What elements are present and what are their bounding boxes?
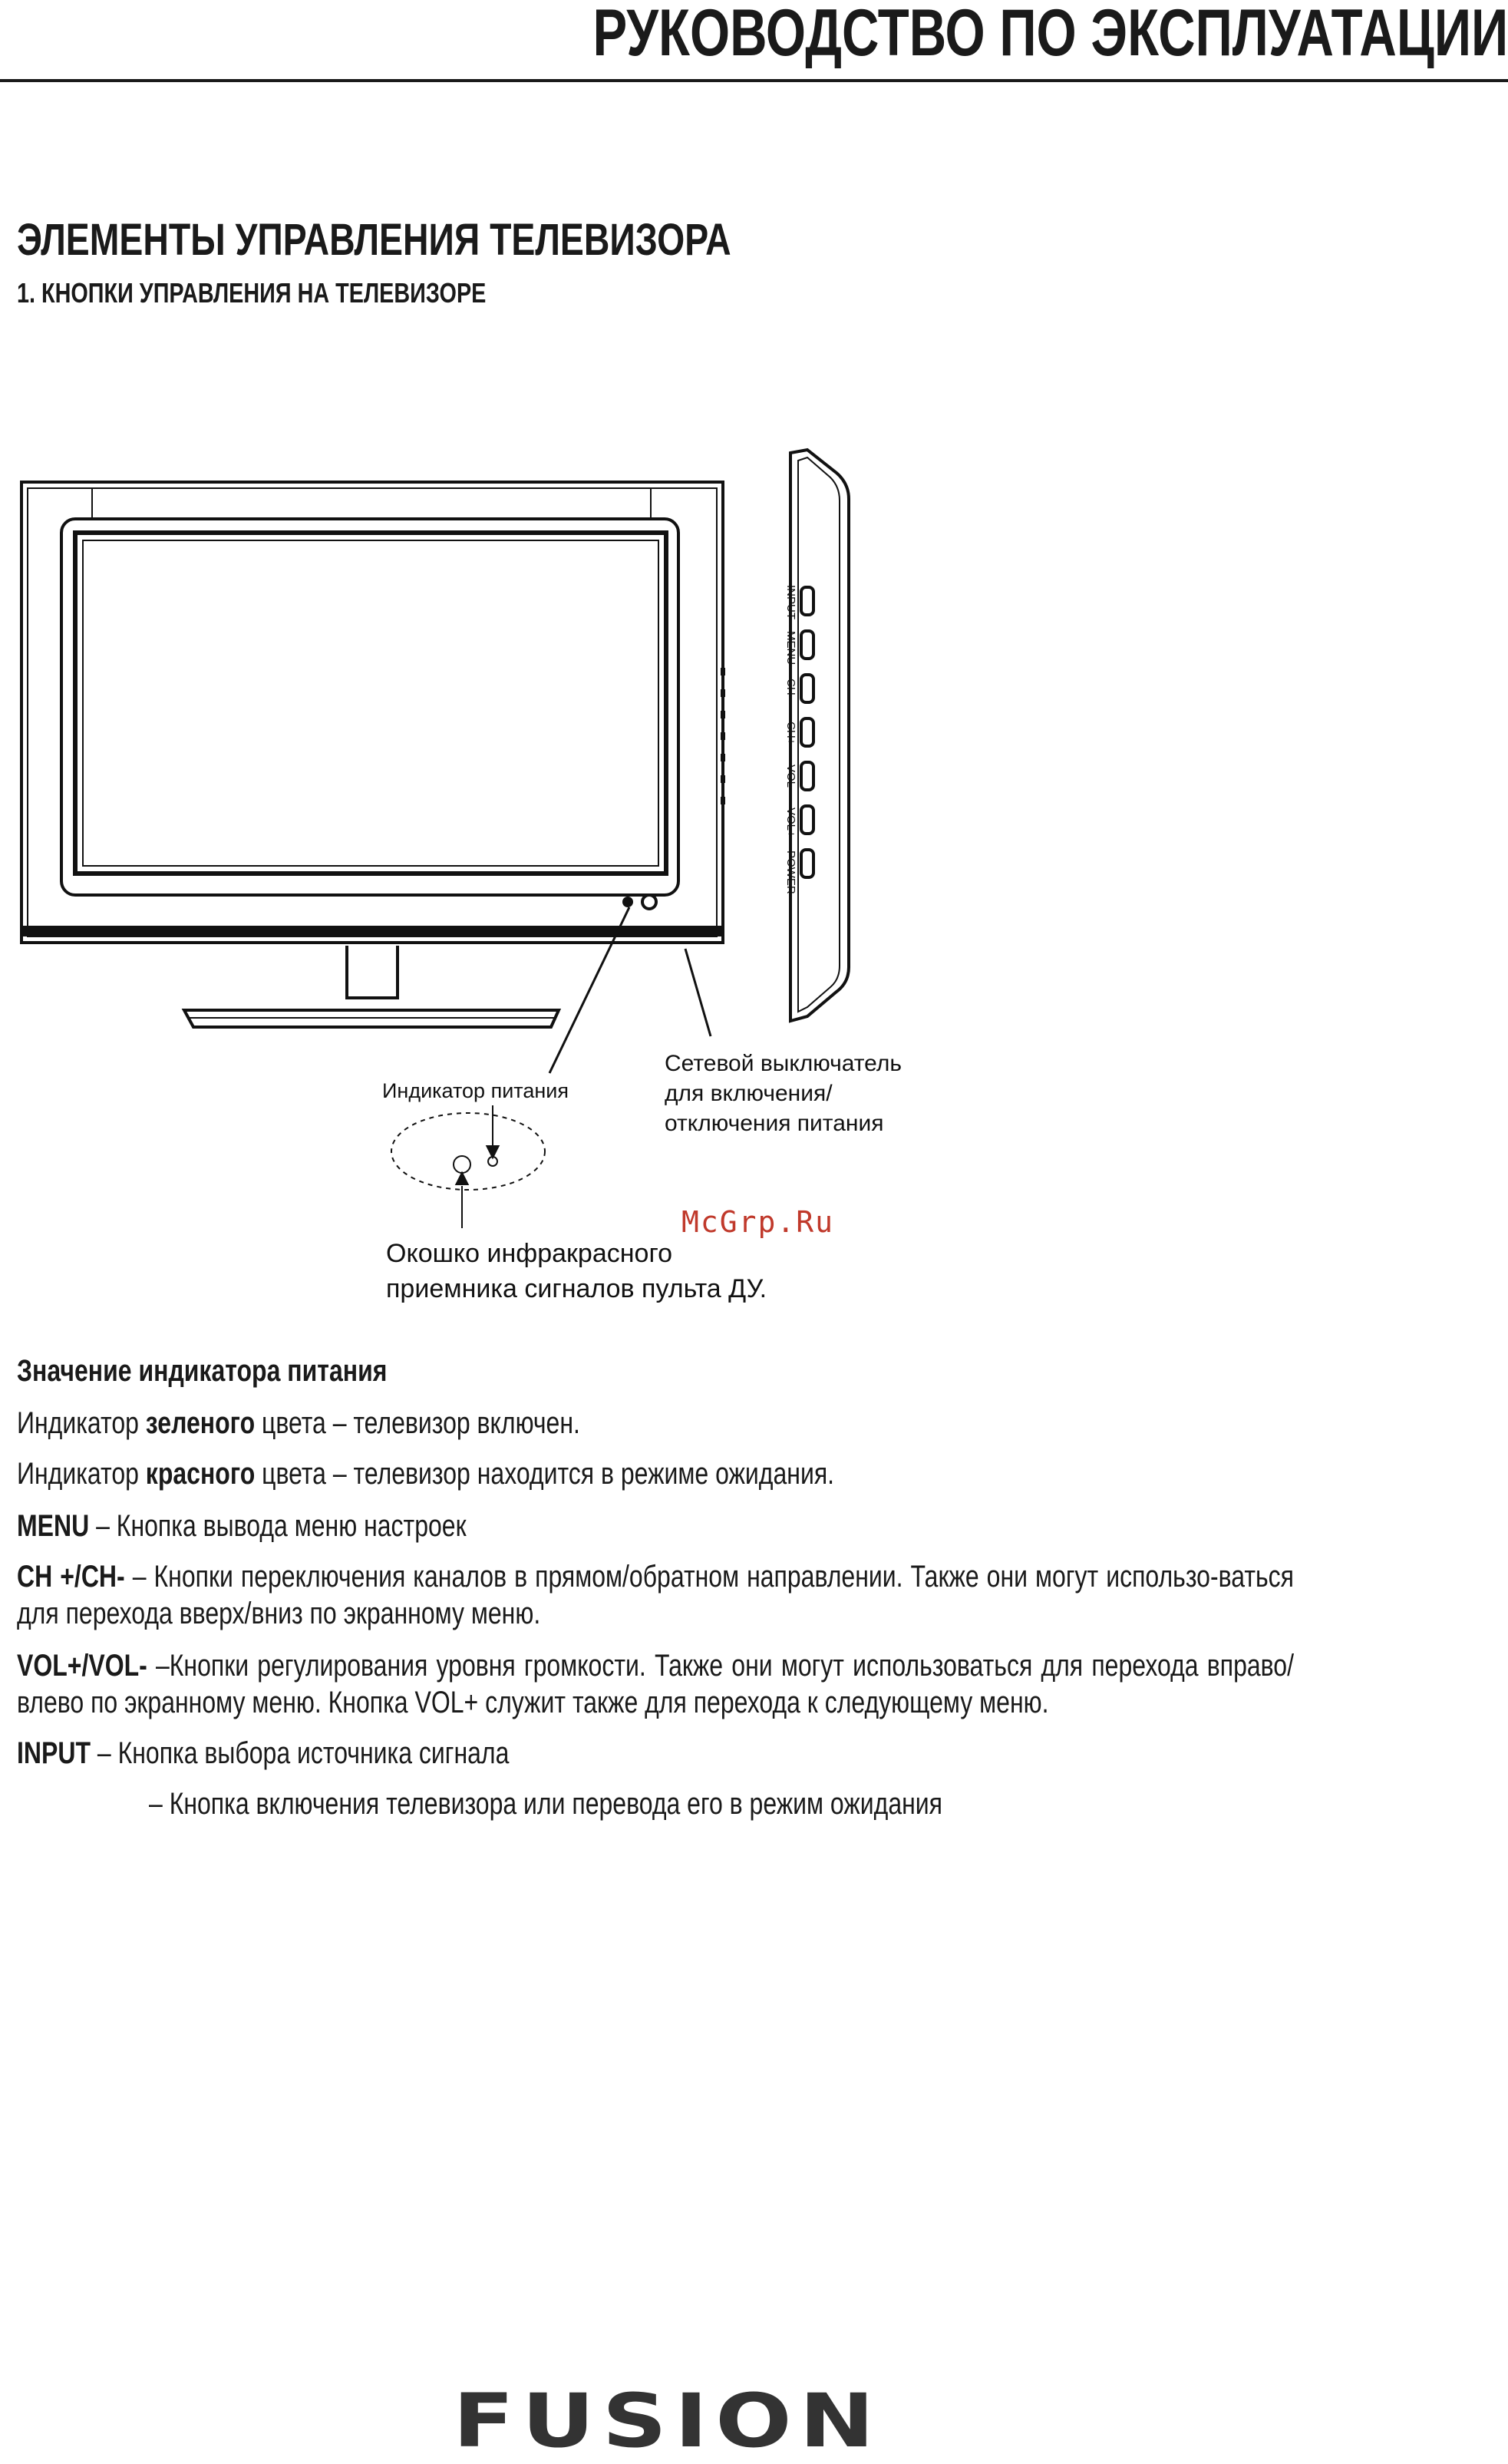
tv-screen: [75, 533, 666, 874]
callout-ir-window: [386, 1236, 767, 1306]
tv-stand-neck: [347, 946, 398, 998]
side-button-ch-minus: [801, 675, 813, 702]
desc-input: INPUT – Кнопка выбора источника сигнала: [17, 1736, 510, 1770]
desc-vol: VOL+/VOL- –Кнопки регулирования уровня громкости. Также они могут использоваться для перехода вправо/влево по экранному меню. Кнопка VOL+ служит также для перехода к следующему меню.: [17, 1649, 1294, 1719]
tv-bezel: [61, 519, 678, 895]
callout-power-switch: [665, 1049, 902, 1138]
side-label-menu: MENU: [784, 631, 797, 666]
side-label-input: INPUT: [784, 585, 797, 619]
tv-power-led: [624, 898, 632, 906]
indicator-heading: Значение индикатора питания: [17, 1354, 388, 1388]
side-button-input: [801, 587, 813, 615]
header-rule: [0, 79, 1508, 82]
side-label-power: POWER: [784, 851, 797, 894]
side-buttons: [801, 587, 813, 877]
indicator-zoom-ellipse: [391, 1113, 545, 1190]
tv-frame-inner: [28, 488, 717, 936]
section-title: ЭЛЕМЕНТЫ УПРАВЛЕНИЯ ТЕЛЕВИЗОРА: [17, 215, 731, 265]
fusion-logo: FUSION: [453, 2378, 883, 2464]
side-label-vol-minus: VOL-: [784, 765, 797, 792]
indicator-green-line: Индикатор зеленого цвета – телевизор включен.: [17, 1406, 580, 1440]
callout-ir-line1: Окошко инфракрасного: [386, 1239, 673, 1268]
callout-switch-line3: отключения питания: [665, 1111, 884, 1136]
side-button-menu: [801, 631, 813, 659]
side-button-vol-plus: [801, 806, 813, 834]
indicator-red-line: Индикатор красного цвета – телевизор находится в режиме ожидания.: [17, 1457, 835, 1491]
callout-switch-line2: для включения/: [665, 1081, 833, 1106]
desc-menu: MENU – Кнопка вывода меню настроек: [17, 1509, 467, 1543]
side-button-power: [801, 850, 813, 877]
side-button-vol-minus: [801, 762, 813, 790]
callout-ir-line2: приемника сигналов пульта ДУ.: [386, 1274, 767, 1303]
callout-power-indicator: Индикатор питания: [382, 1079, 569, 1102]
tv-diagram: [0, 430, 1508, 1305]
tv-ir-window: [642, 895, 656, 909]
side-label-vol-plus: VOL+: [784, 808, 797, 837]
side-label-ch-plus: CH+: [784, 722, 797, 745]
watermark-text: McGrp.Ru: [681, 1205, 835, 1239]
desc-ch: CH +/CH- – Кнопки переключения каналов в прямом/обратном направлении. Также они могут использо-ваться для перехода вверх/вниз по экранному меню.: [17, 1560, 1295, 1630]
section-subtitle: 1. КНОПКИ УПРАВЛЕНИЯ НА ТЕЛЕВИЗОРЕ: [17, 277, 487, 309]
callout-switch-line1: Сетевой выключатель: [665, 1051, 902, 1076]
header-title: РУКОВОДСТВО ПО ЭКСПЛУАТАЦИИ: [592, 0, 1508, 70]
side-label-ch-minus: CH-: [784, 679, 797, 699]
desc-power: – Кнопка включения телевизора или перевода его в режим ожидания: [149, 1787, 942, 1821]
side-button-ch-plus: [801, 718, 813, 746]
